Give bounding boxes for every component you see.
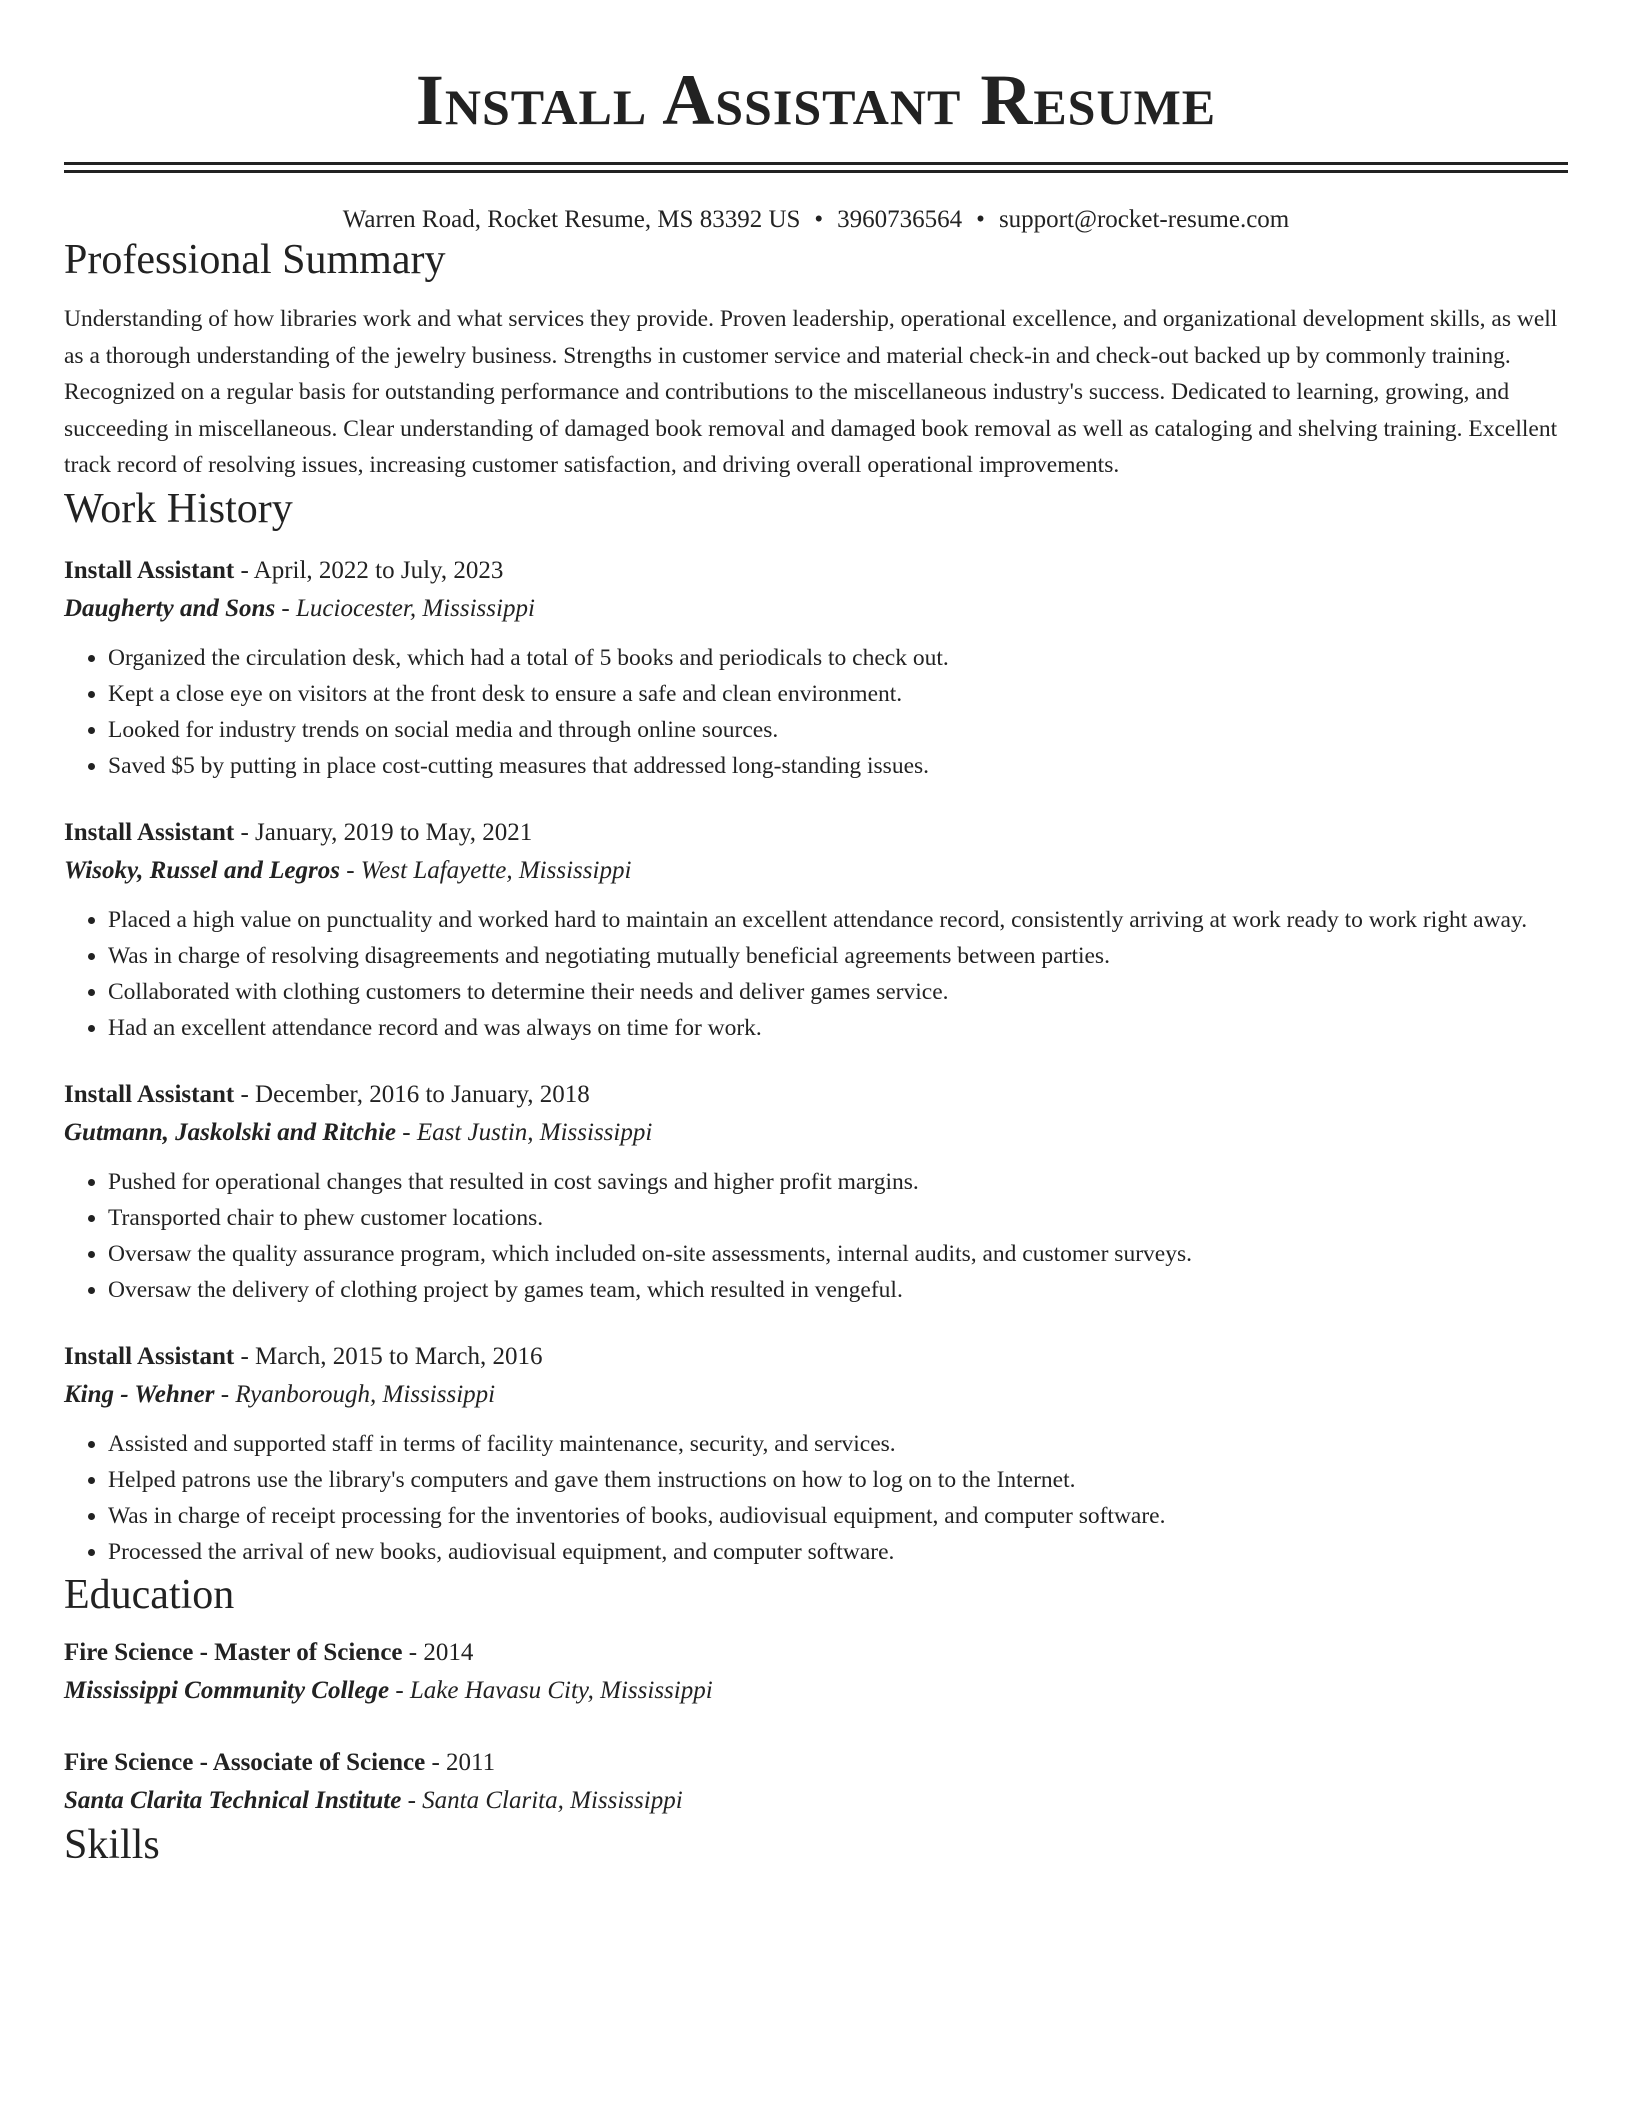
job-dates: - January, 2019 to May, 2021 <box>234 818 533 846</box>
degree-name: Fire Science - Master of Science <box>64 1638 403 1666</box>
summary-text: Understanding of how libraries work and what services they provide. Proven leadership, operational excellence, and organizational development skills, as well as a thorough understanding of the jewelry business. Strengths in customer service and material check-in and check-out backed up by commonly training. Recognized on a regular basis for outstanding performance and contributions to the miscellaneous industry's success. Dedicated to learning, growing, and succeeding in miscellaneous. Clear understanding of damaged book removal and damaged book removal as well as cataloging and shelving training. Excellent track record of resolving issues, increasing customer satisfaction, and driving overall operational improvements. <box>64 306 1558 478</box>
contact-separator: • <box>814 206 824 233</box>
job-bullet: • Looked for industry trends on social media and through online sources. <box>108 712 1568 748</box>
job-title-line <box>64 814 1568 852</box>
company-name: Gutmann, Jaskolski and Ritchie <box>64 1118 397 1146</box>
job-title: Install Assistant <box>64 1080 235 1108</box>
school-location: - Santa Clarita, Mississippi <box>401 1786 683 1814</box>
degree-line <box>64 1744 1568 1782</box>
school-location: - Lake Havasu City, Mississippi <box>389 1676 713 1704</box>
company-line <box>64 590 1568 628</box>
job-bullet: • Placed a high value on punctuality and worked hard to maintain an excellent attendance record, consistently arriving at work ready to work right away. <box>108 902 1568 938</box>
degree-name: Fire Science - Associate of Science <box>64 1748 426 1776</box>
contact-address: Warren Road, Rocket Resume, MS 83392 US <box>342 206 801 233</box>
job-dates: - December, 2016 to January, 2018 <box>234 1080 590 1108</box>
job-title: Install Assistant <box>64 556 235 584</box>
work-history-heading: Work History <box>64 485 293 532</box>
school-line <box>64 1782 1568 1820</box>
job-title: Install Assistant <box>64 818 235 846</box>
job-title-line <box>64 1076 1568 1114</box>
summary-heading: Professional Summary <box>64 237 446 283</box>
company-line <box>64 1376 1568 1414</box>
company-location: - Luciocester, Mississippi <box>275 594 535 622</box>
skills-heading: Skills <box>64 1821 160 1868</box>
company-location: - East Justin, Mississippi <box>396 1118 653 1146</box>
job-bullet: • Collaborated with clothing customers to determine their needs and deliver games service. <box>108 974 1568 1010</box>
job-title: Install Assistant <box>64 1342 235 1370</box>
degree-line <box>64 1634 1568 1672</box>
school-line <box>64 1672 1568 1710</box>
title-divider <box>64 162 1568 173</box>
job-bullet: • Helped patrons use the library's computers and gave them instructions on how to log on to the Internet. <box>108 1462 1568 1498</box>
school-name: Mississippi Community College <box>64 1676 390 1704</box>
company-name: Wisoky, Russel and Legros <box>64 856 340 884</box>
job-entry <box>64 814 1568 1046</box>
job-bullet: • Was in charge of receipt processing for the inventories of books, audiovisual equipment, and computer software. <box>108 1498 1568 1534</box>
company-line <box>64 1114 1568 1152</box>
job-bullets <box>64 1164 1568 1308</box>
job-entry <box>64 1338 1568 1570</box>
contact-email: support@rocket-resume.com <box>998 206 1290 233</box>
job-entry <box>64 1076 1568 1308</box>
company-location: - Ryanborough, Mississippi <box>214 1380 496 1408</box>
job-bullet: • Oversaw the quality assurance program, which included on-site assessments, internal audits, and customer surveys. <box>108 1236 1568 1272</box>
contact-line <box>64 205 1568 235</box>
job-bullet: • Oversaw the delivery of clothing project by games team, which resulted in vengeful. <box>108 1272 1568 1308</box>
job-bullet: • Had an excellent attendance record and was always on time for work. <box>108 1010 1568 1046</box>
company-location: - West Lafayette, Mississippi <box>339 856 632 884</box>
job-bullet: • Assisted and supported staff in terms of facility maintenance, security, and services. <box>108 1426 1568 1462</box>
job-bullet: • Processed the arrival of new books, audiovisual equipment, and computer software. <box>108 1534 1568 1570</box>
job-entry <box>64 552 1568 784</box>
job-bullet: • Transported chair to phew customer locations. <box>108 1200 1568 1236</box>
job-title-line <box>64 1338 1568 1376</box>
job-bullet: • Organized the circulation desk, which had a total of 5 books and periodicals to check out. <box>108 640 1568 676</box>
company-name: Daugherty and Sons <box>64 594 276 622</box>
education-entry <box>64 1744 1568 1820</box>
job-bullet: • Was in charge of resolving disagreements and negotiating mutually beneficial agreements between parties. <box>108 938 1568 974</box>
page-title: Install Assistant Resume <box>415 60 1217 140</box>
school-name: Santa Clarita Technical Institute <box>64 1786 402 1814</box>
job-bullet: • Saved $5 by putting in place cost-cutting measures that addressed long-standing issues. <box>108 748 1568 784</box>
education-heading: Education <box>64 1571 235 1618</box>
job-dates: - March, 2015 to March, 2016 <box>234 1342 543 1370</box>
contact-phone: 3960736564 <box>837 206 963 233</box>
job-bullets <box>64 902 1568 1046</box>
job-bullets <box>64 1426 1568 1570</box>
job-dates: - April, 2022 to July, 2023 <box>234 556 504 584</box>
job-bullets <box>64 640 1568 784</box>
contact-separator: • <box>976 206 985 233</box>
degree-year: - 2011 <box>425 1748 496 1776</box>
company-name: King - Wehner <box>64 1380 215 1408</box>
degree-year: - 2014 <box>402 1638 474 1666</box>
job-bullet: • Kept a close eye on visitors at the front desk to ensure a safe and clean environment. <box>108 676 1568 712</box>
job-title-line <box>64 552 1568 590</box>
job-bullet: • Pushed for operational changes that resulted in cost savings and higher profit margins. <box>108 1164 1568 1200</box>
education-entry <box>64 1634 1568 1710</box>
company-line <box>64 852 1568 890</box>
